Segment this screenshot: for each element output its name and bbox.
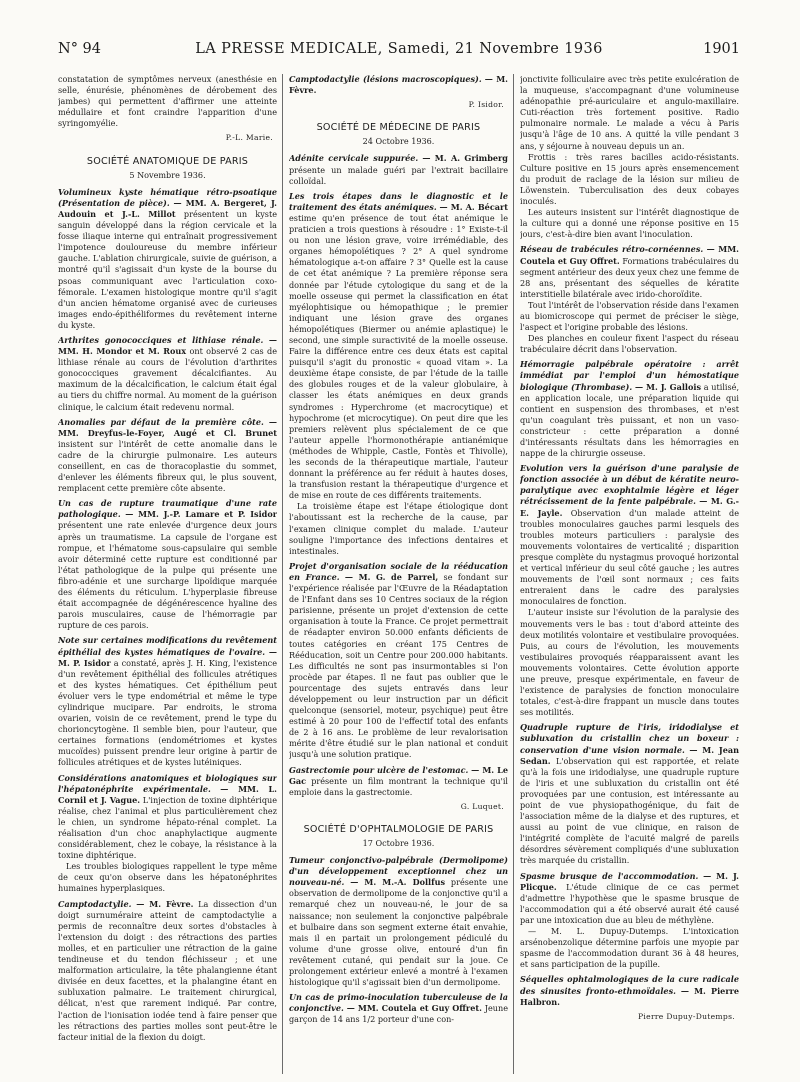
- article: [289, 765, 508, 798]
- article-text: L'étude clinique de ce cas permet d'admettre l'hypothèse que le spasme brusque de l'accommodation qui a été observé aurait été causé par une intoxication due au bleu de méthylène.: [520, 881, 739, 925]
- article: [58, 498, 277, 631]
- column-1: [58, 74, 277, 1074]
- article: [58, 417, 277, 495]
- article-title: Considérations anatomiques et biologiques sur l'hépatonéphrite expérimentale.: [58, 772, 277, 794]
- paragraph: jonctivite folliculaire avec très petite exulcération de la muqueuse, s'accompagnant d'une volumineuse adénopathie pré-auriculaire et angulo-maxillaire. Cuti-réaction très fortement positive. Radio pulmonaire normale. Le malade a vécu à Paris jusqu'à l'âge de 10 ans. A quitté la ville pendant 3 ans, y séjourne à nouveau depuis un an.: [520, 74, 739, 151]
- article: [289, 855, 508, 988]
- article-text: a utilisé, en application locale, une préparation liquide qui contient en suspension des thrombases, et n'est qu'un coagulant très puissant, et non un vaso-constricteur : cette préparation a donné d'intéressants résultats dans les hémorragies en nappe de la chirurgie osseuse.: [520, 381, 739, 459]
- article-authors: — MM. H. Mondor et M. Roux: [58, 334, 277, 357]
- article: [289, 992, 508, 1025]
- session-date: 17 Octobre 1936.: [362, 838, 435, 848]
- paragraph: Des planches en couleur fixent l'aspect du réseau trabéculaire décrit dans l'observation.: [520, 333, 739, 355]
- page-number: 1901: [703, 41, 740, 57]
- article-authors: — M. Pierre Halbron.: [520, 985, 739, 1007]
- article: [520, 722, 739, 866]
- article-title: Hémorragie palpébrale opératoire : arrêt immédiat par l'emploi d'un hémostatique biologique (Thrombase).: [520, 359, 739, 392]
- article: [520, 244, 739, 299]
- article-text: présentent un kyste sanguin développé dans la région cervicale et la fosse iliaque interne qui entraînait progressivement l'impotence douloureuse du membre inférieur gauche. L'ablation chirurgicale, suivie de guérison, a montré qu'il s'agissait d'un kyste de la bourse du psoas communiquant avec l'articulation coxo-fémorale. L'examen histologique montre qu'il s'agit d'un ancien hématome organisé avec de curieuses images endo-épithéliformes du revêtement interne du kyste.: [58, 208, 277, 330]
- article-authors: — MM. Coutela et Guy Offret.: [346, 1003, 482, 1014]
- article-text: L'observation qui est rapportée, et relate qu'à la fois une iridodialyse, une quadruple rupture de l'iris et une subluxation du cristallin ont été provoquées par une contusion, est intéressante au point de vue physiopathogénique, du fait de l'association même de la dialyse et des ruptures, et aussi au point de vue clinique, en raison de l'intégrité complète de l'acuité malgré de pareils désordres sévèrement compliqués d'une subluxation très marquée du cristallin.: [520, 755, 739, 866]
- article-text: ont observé 2 cas de lithiase rénale au cours de l'évolution d'arthrites gonococciques gravement décalcifiantes. Au maximum de la décalcification, le calcium était égal au tiers du chiffre normal. Au moment de la guérison clinique, le calcium était redevenu normal.: [58, 346, 277, 412]
- column-3: [520, 74, 739, 1074]
- paragraph: Les troubles biologiques rappellent le type même de ceux qu'on observe dans les hépatonéphrites humaines hyperplasiques.: [58, 861, 277, 894]
- article-authors: — MM. Coutela et Guy Offret.: [520, 244, 739, 266]
- article: [289, 153, 508, 186]
- article-title: Un cas de primo-inoculation tuberculeuse de la conjonctive.: [289, 992, 508, 1014]
- article-authors: — M. G.-E. Jayle.: [520, 496, 739, 518]
- article-text: Observation d'un malade atteint de troubles monoculaires gauches parmi lesquels des troubles moteurs particuliers : paralysie des mouvements volontaires de verticalité ; disparition presque complète du nystagmus provoqué horizontal et vertical inférieur du seul côté gauche ; les autres mouvements de l'œil sont normaux ; ces faits entreraient dans le cadre des paralysies monoculaires de fonction.: [520, 507, 739, 607]
- article-title: Note sur certaines modifications du revêtement épithélial des kystes hématiques de l'ovaire.: [58, 635, 277, 657]
- journal-title: LA PRESSE MEDICALE, Samedi, 21 Novembre 1936: [195, 41, 603, 57]
- article-authors: — M. J. Gallois: [634, 381, 702, 392]
- article: [289, 191, 508, 502]
- article-authors: — M. G. de Parrel,: [344, 571, 439, 582]
- article-authors: — M. A. Grimberg: [422, 153, 508, 164]
- article-text: présente une observation de dermolipome de la conjonctive qu'il a remarqué chez un nouveau-né, le jour de sa naissance; non seulement la conjonctive palpébrale et bulbaire dans son segment externe était envahie, mais il en partait un prolongement pédiculé du volume d'une grosse olive, entouré d'un fin revêtement cutané, qui pendait sur la joue. Ce prolongement extérieur enlevé a montré à l'examen histologique qu'il s'agissait bien d'un dermolipome.: [289, 877, 508, 988]
- article-authors: — M. Fèvre.: [289, 74, 508, 96]
- article-title: Quadruple rupture de l'iris, iridodialyse et subluxation du cristallin chez un boxeur : conservation d'une vision normale.: [520, 722, 739, 755]
- session-date: 24 Octobre 1936.: [362, 136, 435, 147]
- article-title: Tumeur conjonctivo-palpébrale (Dermolipome) d'un développement exceptionnel chez un nouveau-né.: [289, 855, 508, 888]
- article-authors: — M. Le Gac: [289, 764, 508, 786]
- article: [289, 74, 508, 96]
- issue-number: N° 94: [58, 41, 101, 57]
- column-rule-left: [282, 74, 283, 1074]
- article: [520, 871, 739, 926]
- article-authors: — MM. A. Bergeret, J. Audouin et J.-L. Millot: [58, 197, 277, 219]
- article-authors: — M. M.-A. Dollfus: [350, 877, 446, 888]
- article-title: Spasme brusque de l'accommodation.: [520, 870, 699, 881]
- article-text: L'injection de toxine diphtérique réalise, chez l'animal et plus particulièrement chez le chien, un syndrome hépato-rénal complet. La réalisation d'un choc anaphylactique augmente considérablement, chez le cobaye, la résistance à la toxine diphtérique.: [58, 794, 277, 861]
- article-text: se fondant sur l'expérience réalisée par l'Œuvre de la Réadaptation de l'Enfant dans ses 10 Centres sociaux de la région parisienne, présente un projet d'extension de cette organisation à toute la France. Ce projet permettrait de réadapter environ 50.000 enfants déficients de toutes catégories en créant 175 Centres de Rééducation, soit un Centre pour 200.000 habitants. Les difficultés ne sont pas insurmontables si l'on procède par étapes. Il ne faut pas oublier que le pourcentage des sujets entravés dans leur développement ou leur instruction par un déficit quelconque (sensoriel, moteur, psychique) peut être estimé à 20 pour 100 de l'effectif total des enfants de 2 à 16 ans. Le problème de leur revalorisation mérite d'être étudié sur le plan national et conduit jusqu'à une solution pratique.: [289, 571, 508, 760]
- paragraph: Frottis : très rares bacilles acido-résistants. Culture positive en 15 jours après ensemencement du produit de raclage de la lésion sur milieu de Löwenstein. Tuberculisation des deux cobayes inoculés.: [520, 151, 739, 207]
- article-authors: — M. A. Bécart: [439, 201, 508, 212]
- article-authors: — M. P. Isidor: [58, 646, 277, 668]
- article: [58, 187, 277, 331]
- article: [58, 773, 277, 862]
- article-text: Formations trabéculaires du segment antérieur des deux yeux chez une femme de 28 ans, présentant des séquelles de kératite interstitielle bilatérale avec irido-choroïdite.: [520, 255, 739, 299]
- article-authors: — M. J. Plicque.: [520, 870, 739, 892]
- signature: P.-L. Marie.: [225, 133, 273, 143]
- column-2: [289, 74, 508, 1074]
- article-authors: — MM. Dreyfus-le-Foyer, Augé et Cl. Brunet: [58, 416, 277, 438]
- session-date: 5 Novembre 1936.: [129, 169, 206, 180]
- article-authors: — M. Fèvre.: [136, 898, 194, 909]
- article: [520, 463, 739, 607]
- paragraph: Les auteurs insistent sur l'intérêt diagnostique de la culture qui a donné une réponse positive en 15 jours, c'est-à-dire bien avant l'inoculation.: [520, 207, 739, 240]
- article-text: insistent sur l'intérêt de cette anomalie dans le cadre de la chirurgie pulmonaire. Les auteurs conseillent, en cas de thoracoplastie du sommet, d'enlever les éléments fibreux qui, le plus souvent, remplacent cette première côte absente.: [58, 438, 277, 494]
- paragraph: La troisième étape est l'étape étiologique dont l'aboutissant est la recherche de la cause, par l'examen clinique complet du malade. L'auteur souligne l'importance des infections dentaires et intestinales.: [289, 501, 508, 556]
- paragraph: — M. L. Dupuy-Dutemps. L'intoxication arsénobenzolique détermine parfois une myopie par spasme de l'accommodation durant 36 à 48 heures, et sans participation de la pupille.: [520, 926, 739, 970]
- article-title: Séquelles ophtalmologiques de la cure radicale des sinusites fronto-ethmoïdales.: [520, 974, 739, 996]
- society-heading: SOCIÉTÉ DE MÉDECINE DE PARIS: [316, 122, 481, 134]
- article-title: Réseau de trabécules rétro-cornéennes.: [520, 244, 704, 255]
- article-authors: — M. Jean Sedan.: [520, 744, 739, 766]
- article: [58, 635, 277, 768]
- society-heading: SOCIÉTÉ D'OPHTALMOLOGIE DE PARIS: [303, 823, 494, 835]
- article-title: Camptodactylie (lésions macroscopiques).: [289, 74, 482, 84]
- article: [520, 974, 739, 1007]
- article-title: Un cas de rupture traumatique d'une rate pathologique.: [58, 498, 277, 520]
- article-authors: — MM. L. Cornil et J. Vague.: [58, 783, 277, 805]
- masthead: [58, 41, 740, 63]
- article-authors: — MM. J.-P. Lamare et P. Isidor: [125, 509, 277, 520]
- article-text: présentent une rate enlevée d'urgence deux jours après un traumatisme. La capsule de l'organe est rompue, et l'hématome sous-capsulaire qui semble avoir déterminé cette rupture est conditionné par l'état pathologique de la pulpe qui présente une fibro-adénie et une surcharge lipoïdique marquée des éléments du réticulum. L'hyperplasie fibreuse était accompagnée de dégénérescence hyaline des parois musculaires, cause de l'hémorragie par rupture de ces parois.: [58, 520, 277, 631]
- article-title: Camptodactylie.: [58, 898, 132, 909]
- article-title: Projet d'organisation sociale de la rééducation en France.: [289, 560, 508, 582]
- article: [289, 561, 508, 761]
- article-title: Arthrites gonococciques et lithiase rénale.: [58, 334, 264, 345]
- article-text: présente un malade guéri par l'extrait bacillaire colloïdal.: [289, 164, 508, 186]
- article-title: Les trois étapes dans le diagnostic et le traitement des états anémiques.: [289, 190, 508, 212]
- article-text: estime qu'en présence de tout état anémique le praticien a trois questions à résoudre : 1° Existe-t-il ou non une lésion grave, voire irrémédiable, des organes hémopoïétiques ? 2° A quel syndrome hématologique a-t-on affaire ? 3° Quelle est la cause de cet état anémique ? La première réponse sera donnée par l'étude cytologique du sang et de la moelle osseuse qui permet la classification en état myélophtisique ou hémopathique ; le premier indiquant une lésion grave des organes hémopoïétiques (Biermer ou anémie aplastique) le second, une simple suractivité de la moelle osseuse. Faire la différence entre ces deux états est capital puisqu'il s'agit du pronostic « quoad vitam ». La deuxième étape consiste, de par l'étude de la taille des globules rouges et de la valeur globulaire, à classer les états anémiques en deux grands syndromes : Hyperchrome (et macrocytique) et hypochrome (et microcytique). On peut dire que les premiers relèvent plus spécialement de ce que l'auteur appelle l'hormonothérapie antianémique (méthodes de Whipple, Castle, Fontès et Thivolle), les seconds de la thérapeutique martiale, l'auteur donnant la préférence au fer réduit à hautes doses, la transfusion restant la thérapeutique d'urgence et de mise en route de ces différents traitements.: [289, 212, 508, 501]
- article-text: présente un film montrant la technique qu'il emploie dans la gastrectomie.: [289, 775, 508, 797]
- article: [520, 359, 739, 459]
- article-title: Anomalies par défaut de la première côte.: [58, 416, 264, 427]
- article-text: Jeune garçon de 14 ans 1/2 porteur d'une con-: [289, 1003, 508, 1025]
- article-text: a constaté, après J. H. King, l'existence d'un revêtement épithélial des follicules atrétiques et des kystes hématiques. Cet épithélium peut évoluer vers le type endométrial et même le type cylindrique mucipare. Par endroits, le stroma ovarien, voisin de ce revêtement, prend le type du chorioncytogène. Il semble bien, pour l'auteur, que certaines formations (endométriomes et kystes mucoïdes) puissent prendre leur origine à partir de follicules atrétiques et de kystes lutéiniques.: [58, 657, 277, 768]
- column-rule-right: [513, 74, 514, 1074]
- article-title: Evolution vers la guérison d'une paralysie de fonction associée à un début de kératite neuro-paralytique avec exophtalmie légère et léger rétrécissement de la fente palpébrale.: [520, 463, 739, 507]
- paragraph: L'auteur insiste sur l'évolution de la paralysie des mouvements vers le bas : tout d'abord atteinte des deux motilités volontaire et vestibulaire provoquées. Puis, au cours de l'évolution, les mouvements vestibulaires provoqués réapparaissent avant les mouvements volontaires. Cette évolution apporte une preuve, presque expérimentale, en faveur de l'existence de paralysies de fonction monoculaire totales, c'est-à-dire frappant un muscle dans toutes ses motilités.: [520, 607, 739, 718]
- signature: P. Isidor.: [468, 100, 504, 110]
- article-text: La dissection d'un doigt surnuméraire atteint de camptodactylie a permis de reconnaître deux sortes d'obstacles à l'extension du doigt : des rétractions des parties molles, et en particulier une rétraction de la gaine tendineuse et du tendon fléchisseur ; et une malformation articulaire, la tête phalangienne étant divisée en deux facettes, et la phalangine étant en subluxation palmaire. Le traitement chirurgical, délicat, n'est que rarement indiqué. Par contre, l'action de l'ionisation iodée tend à faire penser que les rétractions des parties molles sont peut-être le facteur initial de la flexion du doigt.: [58, 898, 277, 1042]
- article-title: Adénite cervicale suppurée.: [289, 153, 419, 164]
- society-heading: SOCIÉTÉ ANATOMIQUE DE PARIS: [86, 155, 249, 167]
- article-title: Gastrectomie pour ulcère de l'estomac.: [289, 764, 469, 775]
- paragraph: constatation de symptômes nerveux (anesthésie en selle, énurésie, phénomènes de dérobement des jambes) qui permettent d'affirmer une atteinte médullaire et font craindre l'apparition d'une syringomyélie.: [58, 74, 277, 129]
- signature: G. Luquet.: [460, 801, 504, 811]
- article: [58, 899, 277, 1043]
- signature: Pierre Dupuy-Dutemps.: [638, 1011, 735, 1021]
- article-title: Volumineux kyste hématique rétro-psoatique (Présentation de pièce).: [58, 186, 277, 208]
- article: [58, 335, 277, 413]
- paragraph: Tout l'intérêt de l'observation réside dans l'examen au biomicroscope qui permet de préciser le siège, l'aspect et l'origine probable des lésions.: [520, 299, 739, 333]
